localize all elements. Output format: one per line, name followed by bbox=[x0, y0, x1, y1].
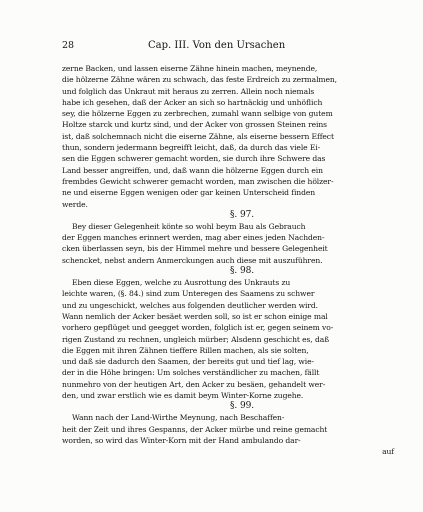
section-heading-98: §. 98. bbox=[230, 266, 254, 277]
running-head-title: Cap. III. Von den Ursachen bbox=[148, 40, 286, 51]
text-line: nunmehro von der heutigen Art, den Acker zu besäen, gehandelt wer- bbox=[62, 379, 326, 389]
text-line: heit der Zeit und ihres Gespanns, der Acker mürbe und reine gemacht bbox=[62, 424, 328, 434]
text-line: ist, daß solchemnach nicht die eiserne Zähne, als eiserne bessern Effect bbox=[62, 131, 334, 141]
text-line: Holtze starck und kurtz sind, und der Acker von grossen Steinen reins bbox=[62, 120, 327, 130]
text-line: zerne Backen, und lassen eiserne Zähne hinein machen, meynende, bbox=[62, 64, 318, 73]
text-line: sey, die hölzerne Eggen zu zerbrechen, zumahl wann selbige von gutem bbox=[62, 109, 333, 119]
paragraph-1 bbox=[62, 63, 394, 210]
text-line: den, und zwar erstlich wie es damit beym Winter-Korne zugehe. bbox=[62, 391, 304, 401]
section-99-text bbox=[62, 412, 394, 457]
text-line: rigen Zustand zu rechnen, ungleich mürber; Alsdenn geschicht es, daß bbox=[62, 334, 330, 344]
text-line: die hölzerne Zähne wären zu schwach, das feste Erdreich zu zermalmen, bbox=[62, 75, 337, 85]
section-98-text bbox=[62, 277, 394, 401]
text-block bbox=[62, 40, 394, 458]
text-line: Land besser angreiffen, und, daß wann die hölzerne Eggen durch ein bbox=[62, 165, 323, 175]
text-line: Wann nach der Land-Wirthe Meynung, nach Beschaffen- bbox=[72, 413, 285, 423]
text-line: der in die Höhe bringen: Um solches verständlicher zu machen, fällt bbox=[62, 368, 320, 378]
text-line: sen die Eggen schwerer gemacht worden, sie durch ihre Schwere das bbox=[62, 154, 326, 164]
catchword: auf bbox=[382, 447, 394, 457]
text-line: ne und eiserne Eggen wenigen oder gar keinen Unterscheid finden bbox=[62, 188, 316, 198]
text-line: worden, so wird das Winter-Korn mit der Hand ambulando dar- bbox=[62, 435, 301, 445]
text-line: frembdes Gewicht schwerer gemacht worden, man zwischen die hölzer- bbox=[62, 176, 334, 186]
text-line: thun, sondern jedermann begreifft leicht, daß, da durch das viele Ei- bbox=[62, 143, 321, 153]
text-line: werde. bbox=[62, 199, 88, 209]
text-line: vorhero gepflüget und geegget worden, folglich ist er, gegen seinem vo- bbox=[62, 323, 334, 333]
text-line: schencket, nebst andern Anmerckungen auch diese mit auszuführen. bbox=[62, 255, 323, 265]
section-heading-99: §. 99. bbox=[230, 401, 254, 412]
text-line: und zu ungeschickt, welches aus folgenden deutlicher werden wird. bbox=[62, 300, 318, 310]
text-line: Wann nemlich der Acker besäet werden soll, so ist er schon einige mal bbox=[62, 311, 328, 321]
text-line: und folglich das Unkraut mit heraus zu zerren. Allein noch niemals bbox=[62, 86, 315, 96]
text-line: die Eggen mit ihren Zähnen tieffere Rillen machen, als sie solten, bbox=[62, 345, 309, 355]
text-line: cken überlassen seyn, bis der Himmel mehre und bessere Gelegenheit bbox=[62, 244, 328, 254]
page-number: 28 bbox=[62, 40, 75, 51]
section-97-text bbox=[62, 221, 394, 266]
section-heading-97: §. 97. bbox=[230, 209, 254, 220]
text-line: Bey dieser Gelegenheit könte so wohl beym Bau als Gebrauch bbox=[72, 221, 306, 231]
text-line: habe ich gesehen, daß der Acker an sich so hartnäckig und unhöflich bbox=[62, 97, 323, 107]
text-line: leichte waren, (§. 84.) sind zum Unteregen des Saamens zu schwer bbox=[62, 289, 315, 299]
text-line: und daß sie dadurch den Saamen, der bereits gut und tief lag, wie- bbox=[62, 357, 314, 367]
text-line: Eben diese Eggen, welche zu Ausrottung des Unkrauts zu bbox=[72, 278, 291, 288]
text-line: der Eggen manches erinnert werden, mag aber eines jeden Nachden- bbox=[62, 233, 325, 243]
running-header bbox=[62, 40, 394, 54]
